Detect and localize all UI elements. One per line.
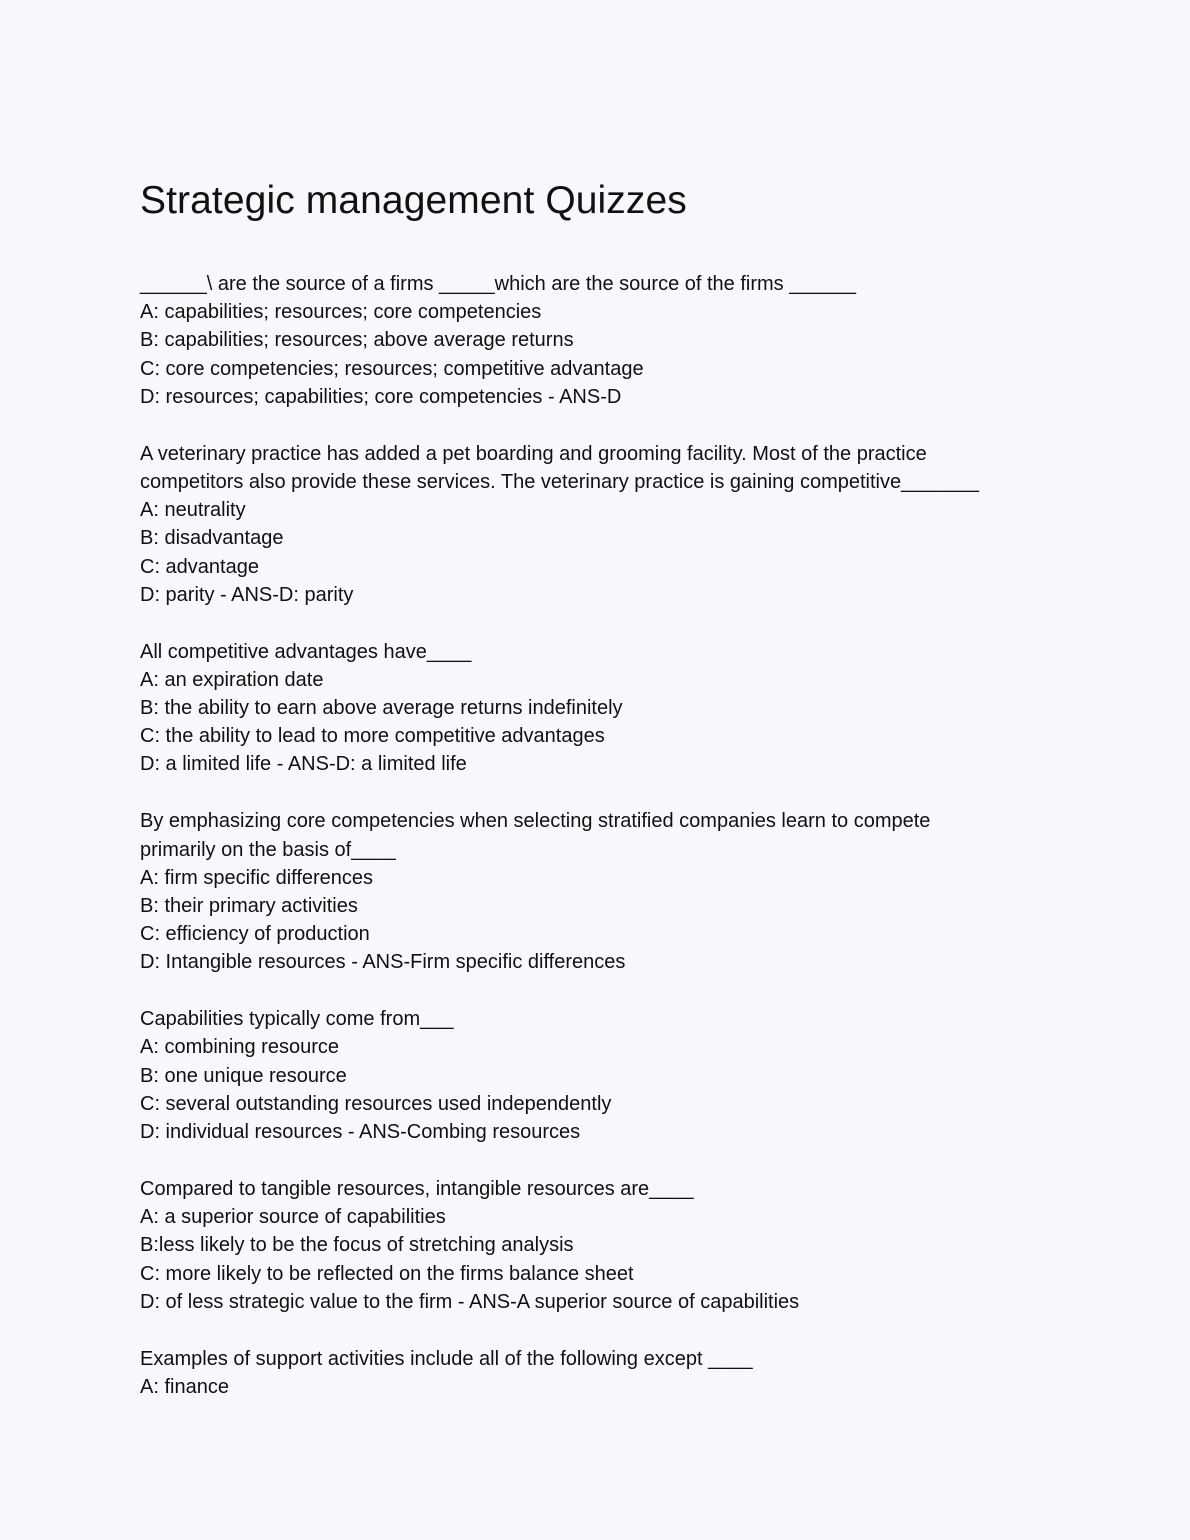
option-c: C: advantage (140, 555, 259, 578)
option-d-answer: D: of less strategic value to the firm - ANS-A superior source of capabilities (140, 1290, 800, 1313)
question-stem: competitors also provide these services. The veterinary practice is gaining competitive_______ (140, 470, 979, 493)
option-b: B: capabilities; resources; above average returns (140, 329, 574, 352)
option-c: C: core competencies; resources; competitive advantage (140, 357, 644, 380)
option-a: A: finance (140, 1375, 229, 1398)
option-c: C: efficiency of production (140, 923, 370, 946)
option-b: B:less likely to be the focus of stretching analysis (140, 1234, 574, 1257)
option-b: B: the ability to earn above average returns indefinitely (140, 697, 623, 720)
question-1 (140, 270, 1060, 411)
option-a: A: firm specific differences (140, 866, 374, 889)
question-stem: All competitive advantages have____ (140, 640, 472, 663)
question-4 (140, 807, 1060, 976)
option-d-answer: D: Intangible resources - ANS-Firm specific differences (140, 951, 626, 974)
option-b: B: disadvantage (140, 527, 284, 550)
option-a: A: a superior source of capabilities (140, 1206, 446, 1229)
question-stem: Examples of support activities include all of the following except ____ (140, 1347, 753, 1370)
question-stem: A veterinary practice has added a pet boarding and grooming facility. Most of the practice (140, 442, 927, 465)
question-5 (140, 1005, 1060, 1146)
question-stem: primarily on the basis of____ (140, 838, 396, 861)
option-a: A: combining resource (140, 1036, 339, 1059)
question-3 (140, 638, 1060, 779)
question-stem: ______\ are the source of a firms _____which are the source of the firms ______ (140, 273, 856, 295)
question-stem: By emphasizing core competencies when selecting stratified companies learn to compete (140, 810, 931, 833)
option-d-answer: D: individual resources - ANS-Combing resources (140, 1121, 581, 1144)
option-b: B: their primary activities (140, 894, 358, 917)
question-7 (140, 1345, 1060, 1401)
option-d-answer: D: resources; capabilities; core competencies - ANS-D (140, 385, 622, 408)
option-a: A: an expiration date (140, 668, 324, 691)
option-c: C: the ability to lead to more competitive advantages (140, 725, 605, 748)
document-page (140, 178, 1060, 1430)
question-6 (140, 1175, 1060, 1316)
option-d-answer: D: parity - ANS-D: parity (140, 583, 354, 606)
question-2 (140, 440, 1060, 609)
option-a: A: neutrality (140, 499, 246, 522)
question-stem: Compared to tangible resources, intangible resources are____ (140, 1177, 694, 1200)
option-c: C: several outstanding resources used independently (140, 1092, 612, 1115)
option-d-answer: D: a limited life - ANS-D: a limited life (140, 753, 467, 776)
option-b: B: one unique resource (140, 1064, 347, 1087)
option-a: A: capabilities; resources; core competencies (140, 301, 542, 324)
page-title: Strategic management Quizzes (140, 179, 687, 222)
option-c: C: more likely to be reflected on the firms balance sheet (140, 1262, 634, 1285)
question-stem: Capabilities typically come from___ (140, 1008, 454, 1031)
